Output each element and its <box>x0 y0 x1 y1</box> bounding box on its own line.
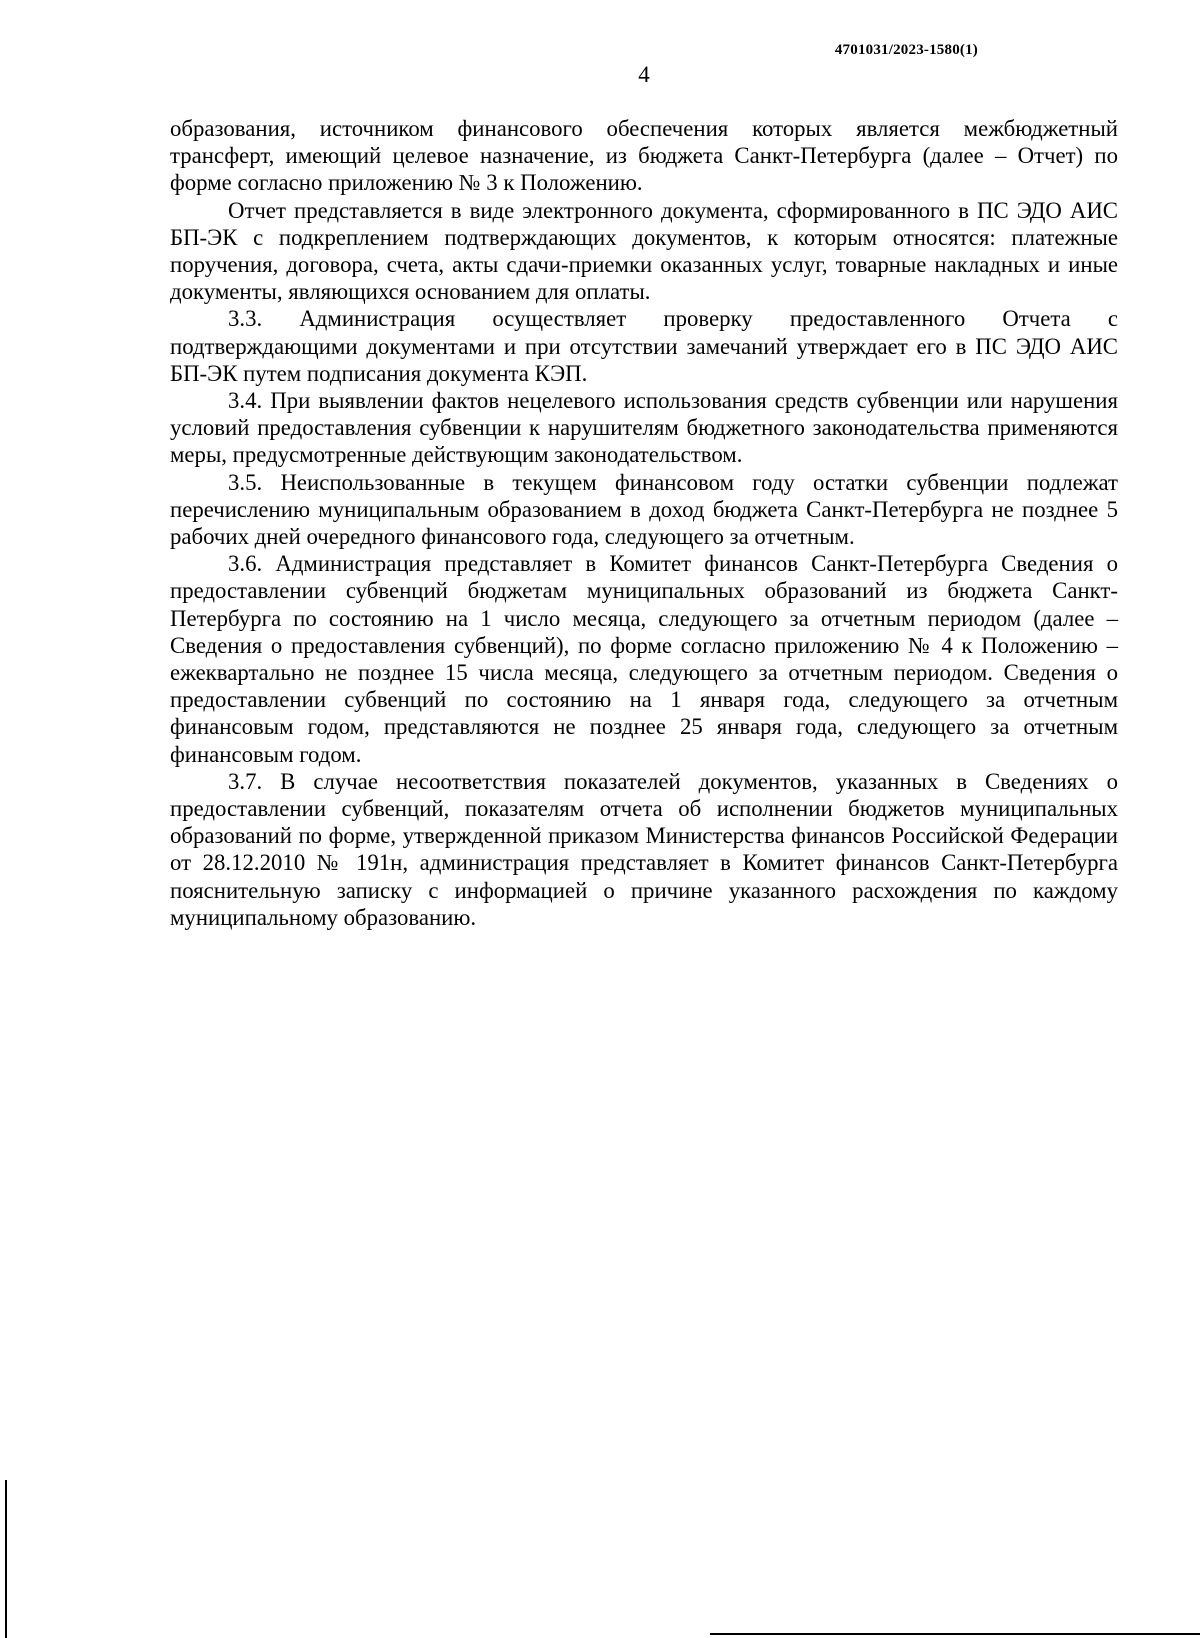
paragraph-3-7: 3.7. В случае несоответствия показателей документов, указанных в Сведениях о предоставлении субвенций, показателям отчета об исполнении бюджетов муниципальных образований по форме, утвержденной приказом Министерства финансов Российской Федерации от 28.12.2010 № 191н, администрация представляет в Комитет финансов Санкт-Петербурга пояснительную записку с информацией о причине указанного расхождения по каждому муниципальному образованию. <box>170 768 1118 930</box>
paragraph-report-submission: Отчет представляется в виде электронного документа, сформированного в ПС ЭДО АИС БП-ЭК с подкреплением подтверждающих документов, к которым относятся: платежные поручения, договора, счета, акты сдачи-приемки оказанных услуг, товарные накладных и иные документы, являющихся основанием для оплаты. <box>170 197 1118 305</box>
scan-edge-line-left <box>5 1480 7 1638</box>
scan-edge-line-bottom <box>710 1633 1200 1635</box>
document-body <box>170 115 1118 931</box>
paragraph-3-5: 3.5. Неиспользованные в текущем финансовом году остатки субвенции подлежат перечислению муниципальным образованием в доход бюджета Санкт-Петербурга не позднее 5 рабочих дней очередного финансового года, следующего за отчетным. <box>170 469 1118 550</box>
paragraph-continuation: образования, источником финансового обеспечения которых является межбюджетный трансферт, имеющий целевое назначение, из бюджета Санкт-Петербурга (далее – Отчет) по форме согласно приложению № 3 к Положению. <box>170 116 1118 196</box>
paragraph-3-3: 3.3. Администрация осуществляет проверку предоставленного Отчета с подтверждающими документами и при отсутствии замечаний утверждает его в ПС ЭДО АИС БП-ЭК путем подписания документа КЭП. <box>170 306 1118 386</box>
document-registration-number: 4701031/2023-1580(1) <box>834 42 978 58</box>
paragraph-3-6: 3.6. Администрация представляет в Комитет финансов Санкт-Петербурга Сведения о предоставлении субвенций бюджетам муниципальных образований из бюджета Санкт-Петербурга по состоянию на 1 число месяца, следующего за отчетным периодом (далее – Сведения о предоставления субвенций), по форме согласно приложению № 4 к Положению – ежеквартально не позднее 15 числа месяца, следующего за отчетным периодом. Сведения о предоставлении субвенций по состоянию на 1 января года, следующего за отчетным финансовым годом, представляются не позднее 25 января года, следующего за отчетным финансовым годом. <box>170 551 1118 767</box>
page-number: 4 <box>638 62 650 87</box>
paragraph-3-4: 3.4. При выявлении фактов нецелевого использования средств субвенции или нарушения условий предоставления субвенции к нарушителям бюджетного законодательства применяются меры, предусмотренные действующим законодательством. <box>170 388 1118 468</box>
